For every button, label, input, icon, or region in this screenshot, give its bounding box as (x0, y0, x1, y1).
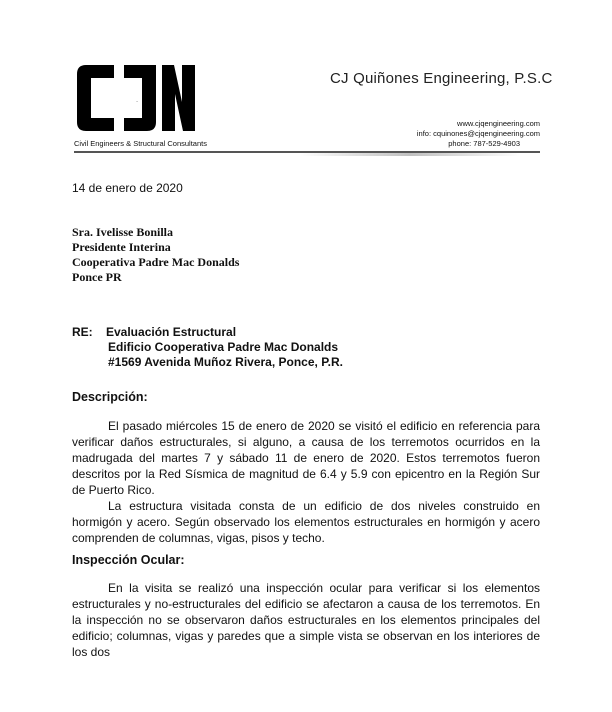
re-label: RE: (72, 325, 93, 339)
company-tagline: Civil Engineers & Structural Consultants (74, 139, 207, 148)
email-link[interactable]: info: cquinones@cjqengineering.com (416, 129, 540, 138)
inspeccion-paragraph-1: En la visita se realizó una inspección ocular para verificar si los elementos estructurales y no-estructurales del edificio se afectaron a causa de los terremotos. En la inspección no se observaron daños estructurales en los elementos principales del edificio; columnas, vigas y paredes que a simple vista se observan en los interiores de los dos (72, 581, 540, 659)
recipient-line: Presidente Interina (72, 240, 171, 254)
phone-number: phone: 787-529-4903 (448, 139, 520, 148)
contact-block (417, 119, 540, 149)
recipient-line: Cooperativa Padre Mac Donalds (72, 255, 240, 269)
inspeccion-heading: Inspección Ocular: (72, 553, 185, 567)
descripcion-paragraph-2: La estructura visitada consta de un edificio de dos niveles construido en hormigón y acero. Según observado los elementos estructurales en hormigón y acero comprenden de columnas, vigas, pisos y techo. (72, 499, 540, 545)
cjn-logo (74, 62, 198, 134)
recipient-line: Ponce PR (72, 270, 122, 284)
descripcion-paragraph-1: El pasado miércoles 15 de enero de 2020 se visitó el edificio en referencia para verificar daños estructurales, si alguno, a causa de los terremotos ocurridos en la madrugada del martes 7 y sábado 11 de enero de 2020. Estos terremotos fueron descritos por la Red Sísmica de magnitud de 6.4 y 5.9 con epicentro en la Región Sur de Puerto Rico. (72, 419, 540, 497)
website-link[interactable]: www.cjqengineering.com (457, 119, 540, 128)
descripcion-heading: Descripción: (72, 390, 148, 404)
company-name: CJ Quiñones Engineering, P.S.C (330, 70, 553, 87)
logo-letters: CJN (136, 102, 138, 103)
letter-date: 14 de enero de 2020 (72, 181, 183, 195)
re-building: Edificio Cooperativa Padre Mac Donalds (108, 340, 339, 354)
recipient-line: Sra. Ivelisse Bonilla (72, 225, 174, 239)
re-address: #1569 Avenida Muñoz Rivera, Ponce, P.R. (108, 355, 343, 369)
re-subject: Evaluación Estructural (106, 325, 237, 339)
recipient-block (72, 225, 239, 285)
header-divider-shadow (300, 153, 520, 156)
